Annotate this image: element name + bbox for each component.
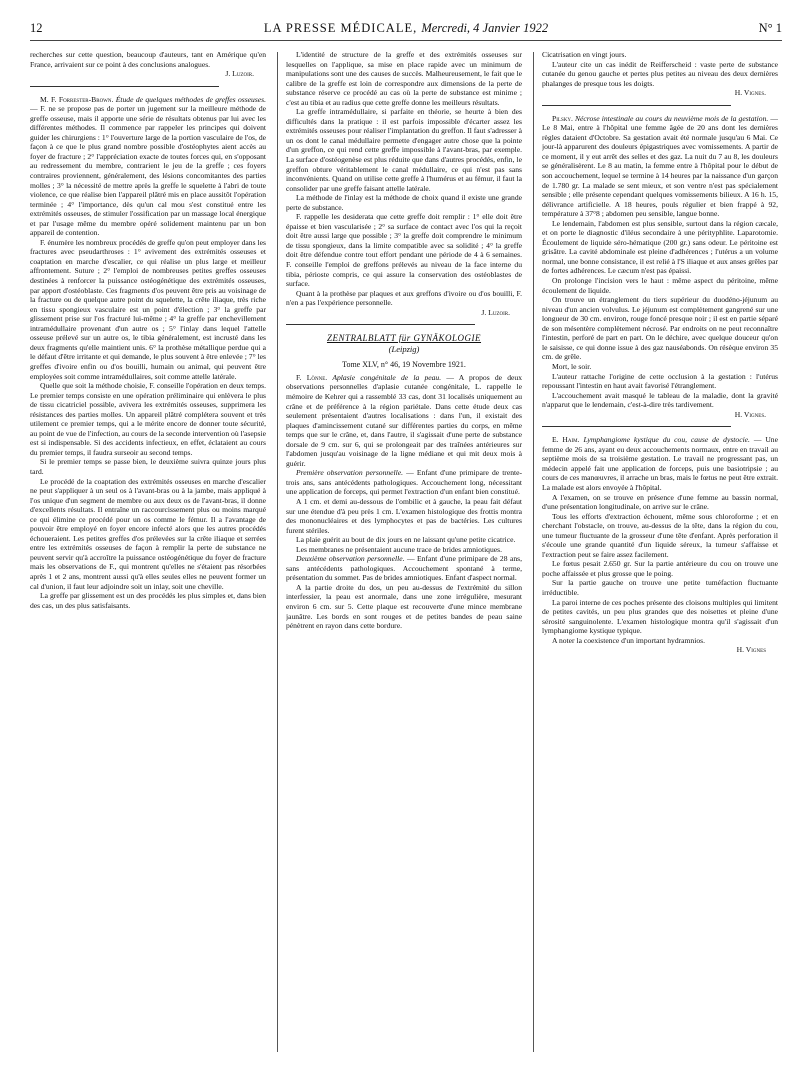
paragraph: La greffe intramédullaire, si parfaite en théorie, se heurte à bien des difficultés dans la pratique : il est parfois impossible d'écarter assez les extrémités osseuses pour réaliser l'implantation du greffon. Il faut s'adresser à un os dont le canal médullaire permette d'engager autre chose que la pointe d'un greffon, ce qui rend cette greffe impossible à l'avant-bras, par exemple. La surface d'ostéogenèse est plus réduite que dans d'autres procédés, enfin, le greffon obture véritablement le canal médullaire, ce qui n'est pas sans inconvénients. Quand on utilise cette greffe à l'humérus et au fémur, il faut la consolider par une greffe faisant attelle latérale. [286,107,522,193]
page-header [30,18,782,41]
paragraph: La greffe par glissement est un des procédés les plus simples et, dans bien des cas, un des plus satisfaisants. [30,591,266,610]
column-2 [286,50,522,1062]
columns [30,50,782,1062]
paragraph: F. rappelle les desiderata que cette greffe doit remplir : 1° elle doit être épaisse et bien vascularisée ; 2° sa surface de contact avec l'os qui la reçoit doit être aussi large que possible ; 3° la greffe doit comprendre le minimum de tissu spongieux, dans la limite compatible avec sa solidité ; 4° la greffe doit être défendue contre tout effort pendant une période de 4 à 6 semaines. F. conseille l'emploi de greffons prélevés au niveau de la face interne du tibia, périoste compris, ce qui assure la conservation des ostéoblastes de surface. [286,212,522,289]
separator [542,426,731,427]
paragraph: Le fœtus pesait 2.650 gr. Sur la partie antérieure du cou on trouve une poche affaissée et plus grosse que le poing. [542,559,778,578]
article-title: Aplasie congénitale de la peau. [332,372,442,382]
journal-heading: ZENTRALBLATT für GYNÄKOLOGIE [326,333,482,344]
journal-title-line [30,21,782,36]
page-number: 12 [30,21,43,35]
paragraph: Mort, le soir. [552,361,592,371]
paragraph: — Enfant d'une primipare de trente-trois ans, sans antécédents pathologiques. Accouchement long, nécessitant une application de forceps, qui permet l'extraction d'un enfant bien constitué. [286,468,522,497]
column-3 [542,50,778,1062]
separator [30,86,219,87]
observation-title: Deuxième observation personnelle. [296,554,405,564]
paragraph: Quant à la prothèse par plaques et aux greffons d'ivoire ou d'os bouilli, F. n'en a pas l'expérience personnelle. [286,288,522,308]
article-head [542,435,778,492]
observation [286,554,522,583]
observation-title: Première observation personnelle. [296,468,404,478]
issue-number: N° 1 [758,21,782,35]
article-author: M. F. Forrester-Brown. [40,94,114,104]
author-signature: H. Vignes. [734,409,766,419]
article-author: F. Lönne. [296,372,328,382]
paragraph: A l'examen, on se trouve en présence d'une femme au bassin normal, d'une présentation longitudinale, on arrive sur le crâne. [542,492,778,512]
column-1 [30,50,266,1062]
paragraph: Cicatrisation en vingt jours. [542,50,627,59]
paragraph: La méthode de l'inlay est la méthode de choix quand il existe une grande perte de substance. [286,193,522,212]
article-head [286,373,522,468]
paragraph: Quelle que soit la méthode choisie, F. conseille l'opération en deux temps. Le premier temps consiste en une opération préliminaire qui enlèvera le plus de tissu cicatriciel possible, avivera les extrémités osseuses, supprimera les résistances des parties molles. Un appareil plâtré complétera souvent et très utilement ce premier temps, qui a le mérite encore de donner toute sécurité, au point de vue de l'infection, au cours de la seconde intervention où l'asepsie est si indispensable. Si des accidents infectieux, en effet, éclataient au cours du premier temps, il faudra surseoir au second temps. [30,381,266,457]
paragraph: L'auteur rattache l'origine de cette occlusion à la gestation : l'utérus repoussant l'intestin en haut avait favorisé l'étranglement. [542,371,778,391]
paragraph: Tous les efforts d'extraction échouent, même sous chloroforme ; et en cherchant l'obstacle, on trouve, au-dessus de la tête, dans la région du cou, une tumeur fluctuante de la grosseur d'une tête d'enfant. Après perforation il s'écoule une grande quantité d'un liquide séreux, la tumeur s'affaisse et l'extraction peut se faire assez facilement. [542,511,778,559]
journal-volume: Tome XLV, n° 46, 19 Novembre 1921. [342,360,466,370]
article-head [542,114,778,219]
paragraph: — Une femme de 26 ans, ayant eu deux accouchements normaux, entre en travail au septième mois de sa troisième gestation. Le travail ne progressant pas, un médecin appelé fait une application de forceps, puis une basiotripsie ; au cours de ces manœuvres, il arrache un bras, mais le fœtus ne peut être extrait. La malade est alors envoyée à l'hôpital. [542,435,778,492]
paragraph: Le lendemain, l'abdomen est plus sensible, surtout dans la région cæcale, et on porte le diagnostic d'iléus secondaire à une pérityphlite. Laparotomie. Écoulement de liquide séro-hématique (200 gr.) sans odeur. Le péritoine est grisâtre. La cavité abdominale est pleine d'adhérences ; l'utérus a un volume normal, une bonne consistance, il est relié à l'S iliaque et aux anses grêles par de fortes adhérences. Le cæcum n'est pas épaissi. [542,218,778,276]
paragraph: recherches sur cette question, beaucoup d'auteurs, tant en Amérique qu'en France, arrivaient sur ce point à des conclusions analogues. [30,50,266,69]
paragraph: La plaie guérit au bout de dix jours en ne laissant qu'une petite cicatrice. [296,535,516,545]
paragraph: A 1 cm. et demi au-dessous de l'ombilic et à gauche, la peau fait défaut sur une étendue d'à peu près 1 cm. L'examen histologique des frottis montra des mononucléaires et des lymphocytes et pas de bactéries. Les cultures furent stériles. [286,496,522,535]
paragraph: On prolonge l'incision vers le haut : même aspect du péritoine, même écoulement de liquide. [542,276,778,295]
separator [286,324,475,325]
article-title: Lymphangiome kystique du cou, cause de dystocie. [583,435,750,445]
article-head [30,95,266,238]
observation [286,468,522,497]
issue-date: Mercredi, 4 Janvier 1922 [421,21,549,35]
separator [542,105,731,106]
article-title: Nécrose intestinale au cours du neuvième mois de la gestation. [574,113,769,123]
paragraph: Si le premier temps se passe bien, le deuxième suivra quinze jours plus tard. [30,457,266,476]
paragraph: — F. ne se propose pas de porter un jugement sur la meilleure méthode de greffe osseuse, mais il apporte une série de résultats obtenus par lui avec les différentes méthodes. Il commence par rappeler les principes qui doivent guider les chirurgiens : 1° l'ouverture large de la portion vasculaire de l'os, de façon à ce que le plus grand nombre possible d'ostéophytes aient accès au foyer de fracture ; 2° l'appréciation exacte de toutes forces qui, en s'opposant au redressement du membre, contrarient le jeu de la greffe ; ces foyers contraires proviennent, généralement, des lésions concomitantes des parties molles ; 3° la nécessité de mettre après la greffe le squelette à l'abri de toute violence, ce que réalise bien l'appareil plâtré mis en place aussitôt l'opération terminée ; 4° l'importance, dès qu'un cal mou s'est constitué entre les extrémités osseuses, de stimuler l'ossification par un massage local énergique et par l'usage même du membre opéré solidement maintenu par un bon appareil de contention. [30,104,266,238]
paragraph: L'identité de structure de la greffe et des extrémités osseuses sur lesquelles on l'applique, sa mise en place rapide avec un minimum de manipulations sont une des causes de succès. Malheureusement, le fait que le calibre de la greffe est loin de correspondre aux dimensions de la perte de substance réserve ce procédé au cas où la perte de substance est minime ; c'est au tibia et au radius que cette greffe donne les meilleurs résultats. [286,50,522,107]
newspaper-page [30,18,782,1068]
paragraph: A la partie droite du dos, un peu au-dessus de l'extrémité du sillon interfessier, la peau est anormale, dans une zone irrégulière, mesurant environ 6 cm. sur 5. Cette plaque est recouverte d'une mince membrane jaunâtre. Les bords en sont rouges et de petites bandes de peau saine pénètrent en rayon dans cette bordure. [286,582,522,631]
article-author: Pilsky. [552,113,573,123]
paragraph: — Le 8 Mai, entre à l'hôpital une femme âgée de 20 ans dont les dernières règles dataient d'Octobre. Sa gestation avait été normale jusqu'au 6 Mai. Ce jour-là apparurent des douleurs épigastriques avec vomissements. A partir de ce moment, il y eut arrêt des selles et des gaz. La nuit du 7 au 8, les douleurs se généralisèrent. Le 8 au matin, la femme entre à l'hôpital pour le début de son accouchement, lequel se termine à 14 heures par la naissance d'un garçon de 1.780 gr. La malade se sent mieux, et son ventre n'est pas spécialement sensible ; elle présente cependant quelques vomissements bilieux. A 16 h. 15, délivrance artificielle. A 18 heures, pouls régulier et bien frappé à 92, température à 37°8 ; abdomen peu sensible, langue bonne. [542,113,778,219]
paragraph: On trouve un étranglement du tiers supérieur du duodéno-jéjunum au niveau d'un ancien volvulus. Le jéjunum est complètement gangrené sur une longueur de 30 cm. environ, rouge foncé presque noir ; il est en partie séparé de son mésentère complètement nécrosé. Par endroits on ne peut reconnaître l'intestin, perforé de part en part. On le déchire, avec quelque douceur qu'on le saisisse, ce qui donne issue à des gaz nauséabonds. On résèque environ 35 cm. de grêle. [542,295,778,362]
article-author: E. Haim. [552,435,580,445]
paragraph: — A propos de deux observations personnelles d'aplasie cutanée congénitale, L. rappelle le mémoire de Kehrer qui a rassemblé 33 cas, dont 31 localisés uniquement au crâne et de préférence à la région pariétale. Dans cette étude deux cas seulement présentaient d'autres localisations : dans l'un, il existait des plaques d'amincissement cutané sur différentes parties du corps, en même temps que sur le crâne, et, dans l'autre, il s'agissait d'une perte de substance dorsale de 9 cm. sur 6, qui se prolongeait par des traînées antérieures sur l'abdomen jusqu'au voisinage de la ligne médiane et qui mit deux mois à guérir. [286,372,522,468]
author-signature: J. Luzoir. [225,69,254,79]
paragraph: La paroi interne de ces poches présente des cloisons multiples qui limitent de petites cavités, un peu plus grandes que des noisettes et pleine d'une sérosité sanguinolente. L'examen histologique montra qu'il s'agissait d'un lymphangiome kystique typique. [542,597,778,636]
paragraph: F. énumère les nombreux procédés de greffe qu'on peut employer dans les fractures avec pseudarthroses : 1° avivement des extrémités osseuses et coaptation en marche d'escalier, ce qui réalise un plus large et meilleur affrontement. Suture ; 2° l'emploi de nombreuses petites greffes osseuses destinées à renforcer la puissance ostéogénétique des extrémités osseuses, par apport d'ostéoblaste. Ces fragments d'os peuvent être pris au voisinage de la fracture ou de quelque autre point du squelette, la crête iliaque, très riche en tissu spongieux vasculaire est un point d'élection ; 3° la greffe par glissement prise sur l'os fracturé lui-même ; 4° la greffe par enchevillement intramédullaire provenant d'un autre os ; 5° l'inlay dans lequel l'attelle osseuse prélevé sur un autre os, le tibia généralement, est incrusté dans les deux fragments qu'elle maintient unis. 6° la prothèse métallique perdue qui a le défaut d'être irritante et qui demande, le plus souvent à être enlevée ; 7° les greffes d'ivoire enfin ou d'os bouilli, humain ou animal, qui peuvent être employées soit comme intramédullaires, soit comme attelle latérale. [30,237,266,381]
journal-title: LA PRESSE MÉDICALE, [263,21,418,35]
paragraph: L'auteur cite un cas inédit de Reifferscheid : vaste perte de substance cutanée du genou gauche et pertes plus petites au niveau des deux dernières phalanges de presque tous les doigts. [542,59,778,88]
paragraph: Sur la partie gauche on trouve une petite tuméfaction fluctuante irréductible. [542,578,778,597]
article-title: Étude de quelques méthodes de greffes osseuses. [115,94,266,104]
author-signature: H. Vignes [736,645,766,655]
paragraph: Les membranes ne présentaient aucune trace de brides amniotiques. [296,544,503,554]
author-signature: J. Luzoir. [481,307,510,317]
journal-city: (Leipzig) [388,344,420,355]
paragraph: — Enfant d'une primipare de 28 ans, sans antécédents pathologiques. Accouchement spontané à terme, présentation du sommet. Pas de brides amniotiques. Enfant d'aspect normal. [286,554,522,583]
author-signature: H. Vignes. [734,88,766,98]
paragraph: L'accouchement avait masqué le tableau de la maladie, dont la gravité n'apparut que le lendemain, c'est-à-dire très tardivement. [542,390,778,410]
paragraph: A noter la coexistence d'un important hydramnios. [552,635,705,645]
paragraph: Le procédé de la coaptation des extrémités osseuses en marche d'escalier ne peut s'appliquer à un seul os à l'avant-bras ou à la jambe, mais appliqué à l'os unique d'un segment de membre ou aux deux os de l'avant-bras, il donne d'excellents résultats. Il entraîne un raccourcissement plus ou moins marqué ce qui élimine ce procédé pour un os comme le fémur. Il a l'avantage de pouvoir être employé en foyer encore infecté alors que les autres procédés échoueraient. Les petites greffes d'os prélevées sur la crête iliaque et serrées entre les extrémités osseuses de façon à remplir la perte de substance ne peuvent servir qu'à accroître la puissance ostéogénétique du foyer de fracture mais les observations de F., qui montrent qu'elles ne s'étaient pas résorbées après 1 et 2 ans, montrent aussi qu'à elles seules elles ne peuvent former un cal d'union, il faut leur adjoindre soit un inlay, soit une cheville. [30,476,266,591]
